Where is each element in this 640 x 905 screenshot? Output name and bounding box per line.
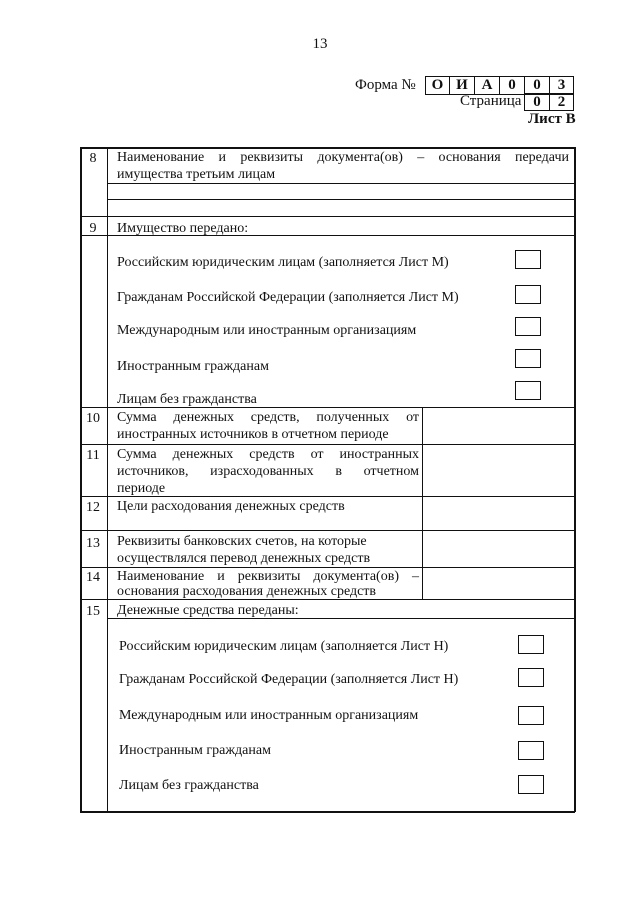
row-12-value-field[interactable] <box>424 498 573 529</box>
page-label: Страница <box>460 93 522 109</box>
checkbox[interactable] <box>515 285 541 304</box>
checkbox[interactable] <box>515 317 541 336</box>
row-9-title: Имущество передано: <box>117 221 249 236</box>
form-code-cell: 0 <box>499 76 525 95</box>
row-15-title: Денежные средства переданы: <box>117 603 299 618</box>
row-14-value-field[interactable] <box>424 569 573 598</box>
row-11-label: источников, израсходованных в отчетном <box>117 464 419 479</box>
checkbox[interactable] <box>515 349 541 368</box>
checkbox[interactable] <box>518 668 544 687</box>
row-10-value-field[interactable] <box>424 409 573 443</box>
row-number: 13 <box>86 536 100 551</box>
checkbox[interactable] <box>515 250 541 269</box>
page-number: 13 <box>312 36 328 52</box>
sheet-label: Лист В <box>528 111 576 127</box>
row-9-option-label: Российским юридическим лицам (заполняется Лист М) <box>117 255 449 270</box>
checkbox[interactable] <box>518 775 544 794</box>
row-13-value-field[interactable] <box>424 532 573 566</box>
checkbox[interactable] <box>518 706 544 725</box>
row-11-value-field[interactable] <box>424 446 573 495</box>
row-10-label: иностранных источников в отчетном периоде <box>117 427 389 442</box>
row-15-option-label: Международным или иностранным организациям <box>119 708 419 723</box>
row-number: 12 <box>86 500 100 515</box>
row-13-label: осуществлялся перевод денежных средств <box>117 551 371 566</box>
row-15-option-label: Иностранным гражданам <box>119 743 271 758</box>
form-code-cell: А <box>474 76 500 95</box>
checkbox[interactable] <box>518 741 544 760</box>
row-9-option-label: Иностранным гражданам <box>117 359 269 374</box>
row-9-option-label: Гражданам Российской Федерации (заполняется Лист М) <box>117 290 459 305</box>
form-code-cell: О <box>425 76 450 95</box>
row-15-option-label: Гражданам Российской Федерации (заполняется Лист Н) <box>119 672 459 687</box>
row-number: 9 <box>89 221 97 236</box>
row-number: 8 <box>89 151 97 166</box>
row-15-option-label: Российским юридическим лицам (заполняется Лист Н) <box>119 639 449 654</box>
row-number: 11 <box>86 448 100 463</box>
row-11-label: периоде <box>117 481 166 496</box>
row-12-label: Цели расходования денежных средств <box>117 499 345 514</box>
row-13-label: Реквизиты банковских счетов, на которые <box>117 534 367 549</box>
row-number: 15 <box>86 604 100 619</box>
row-15-option-label: Лицам без гражданства <box>119 778 259 793</box>
row-8-label: Наименование и реквизиты документа(ов) – основания передачи <box>117 150 569 165</box>
page-digit-cell: 0 <box>524 93 550 111</box>
form-code-cell: И <box>449 76 475 95</box>
row-14-label: Наименование и реквизиты документа(ов) – <box>117 569 419 584</box>
row-10-label: Сумма денежных средств, полученных от <box>117 410 419 425</box>
row-number: 14 <box>86 570 100 585</box>
form-code-cell: 0 <box>524 76 550 95</box>
row-8-label: имущества третьим лицам <box>117 167 276 182</box>
checkbox[interactable] <box>518 635 544 654</box>
form-number-label: Форма № <box>355 77 416 93</box>
page-digit-cell: 2 <box>549 93 574 111</box>
row-number: 10 <box>86 411 100 426</box>
form-code-cell: 3 <box>549 76 574 95</box>
row-9-option-label: Лицам без гражданства <box>117 392 257 407</box>
checkbox[interactable] <box>515 381 541 400</box>
row-9-option-label: Международным или иностранным организациям <box>117 323 417 338</box>
row-14-label: основания расходования денежных средств <box>117 584 377 599</box>
row-11-label: Сумма денежных средств от иностранных <box>117 447 419 462</box>
